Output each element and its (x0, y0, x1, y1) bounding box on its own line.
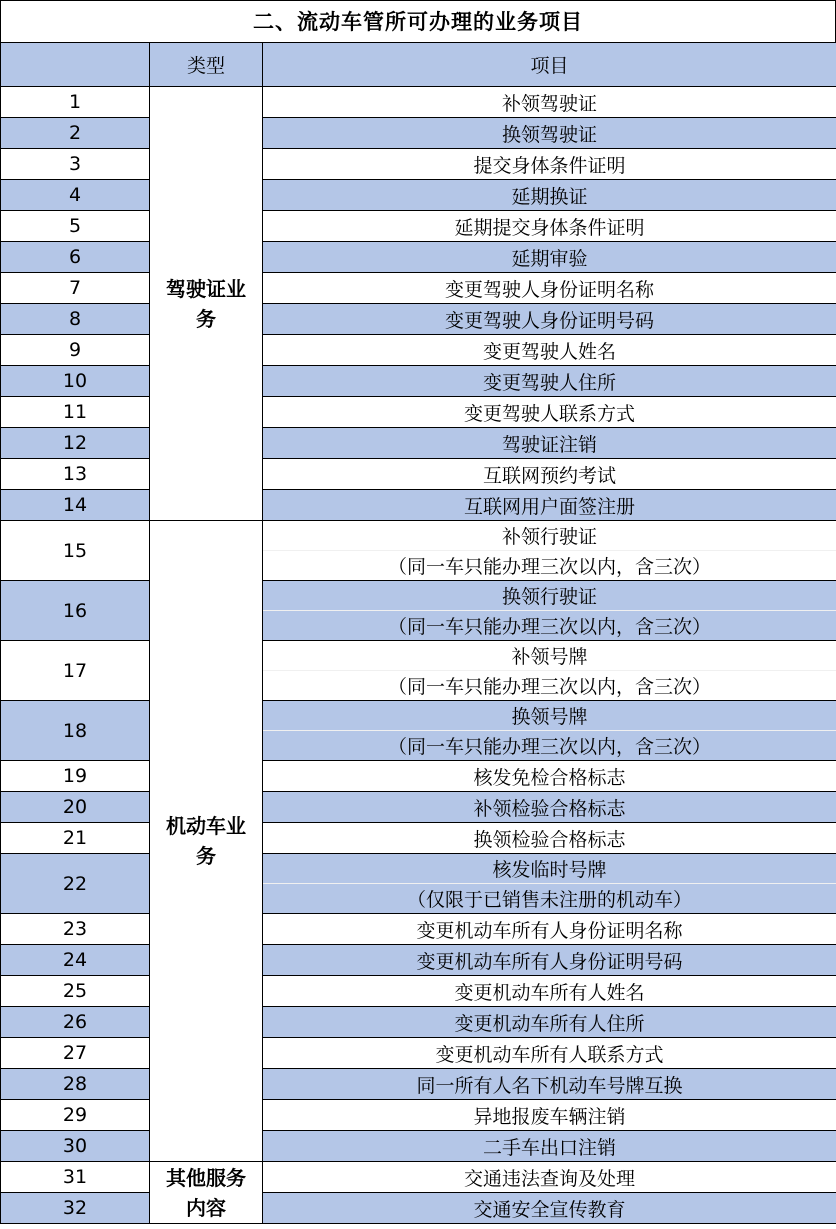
table-row (1, 273, 836, 304)
item-note: （同一车只能办理三次以内，含三次） (263, 551, 836, 581)
row-number: 17 (1, 641, 150, 701)
table-row (1, 701, 836, 731)
table-row (1, 335, 836, 366)
row-number: 3 (1, 149, 150, 180)
row-number: 30 (1, 1131, 150, 1162)
table-row (1, 854, 836, 884)
row-number: 16 (1, 581, 150, 641)
table-row (1, 1162, 836, 1193)
type-label: 驾驶证业务 (166, 276, 246, 331)
table-row (1, 1069, 836, 1100)
row-number: 12 (1, 428, 150, 459)
table-row (1, 180, 836, 211)
item-label: 延期提交身体条件证明 (263, 211, 836, 242)
table-row (1, 490, 836, 521)
item-note: （同一车只能办理三次以内，含三次） (263, 671, 836, 701)
table-header-row (1, 43, 836, 87)
row-number: 15 (1, 521, 150, 581)
item-label: 换领号牌 (263, 701, 836, 731)
row-number: 5 (1, 211, 150, 242)
item-note: （同一车只能办理三次以内，含三次） (263, 611, 836, 641)
header-item: 项目 (263, 43, 836, 87)
table-row (1, 397, 836, 428)
table-row (1, 1131, 836, 1162)
item-label: 交通安全宣传教育 (263, 1193, 836, 1224)
table-row (1, 304, 836, 335)
services-table (0, 42, 836, 1224)
item-label: 延期审验 (263, 242, 836, 273)
item-label: 变更机动车所有人身份证明号码 (263, 945, 836, 976)
item-label: 异地报废车辆注销 (263, 1100, 836, 1131)
table-row (1, 1038, 836, 1069)
table-row (1, 792, 836, 823)
item-label: 驾驶证注销 (263, 428, 836, 459)
row-number: 14 (1, 490, 150, 521)
row-number: 27 (1, 1038, 150, 1069)
table-row (1, 823, 836, 854)
item-label: 换领检验合格标志 (263, 823, 836, 854)
table-row (1, 1007, 836, 1038)
row-number: 22 (1, 854, 150, 914)
table-row (1, 581, 836, 611)
item-note: （仅限于已销售未注册的机动车） (263, 884, 836, 914)
row-number: 6 (1, 242, 150, 273)
item-note: （同一车只能办理三次以内，含三次） (263, 731, 836, 761)
row-number: 9 (1, 335, 150, 366)
header-type: 类型 (150, 43, 263, 87)
item-label: 变更驾驶人身份证明名称 (263, 273, 836, 304)
item-label: 互联网预约考试 (263, 459, 836, 490)
row-number: 11 (1, 397, 150, 428)
row-number: 13 (1, 459, 150, 490)
item-label: 核发免检合格标志 (263, 761, 836, 792)
item-label: 变更机动车所有人身份证明名称 (263, 914, 836, 945)
item-label: 变更机动车所有人姓名 (263, 976, 836, 1007)
item-label: 变更机动车所有人住所 (263, 1007, 836, 1038)
item-label: 变更驾驶人住所 (263, 366, 836, 397)
item-label: 互联网用户面签注册 (263, 490, 836, 521)
item-label: 变更机动车所有人联系方式 (263, 1038, 836, 1069)
type-cell-vehicle (150, 521, 263, 1162)
row-number: 2 (1, 118, 150, 149)
table-row (1, 1193, 836, 1224)
item-label: 核发临时号牌 (263, 854, 836, 884)
table-row (1, 976, 836, 1007)
item-label: 变更驾驶人身份证明号码 (263, 304, 836, 335)
item-label: 补领行驶证 (263, 521, 836, 551)
row-number: 20 (1, 792, 150, 823)
row-number: 25 (1, 976, 150, 1007)
item-label: 换领行驶证 (263, 581, 836, 611)
item-label: 补领驾驶证 (263, 87, 836, 118)
row-number: 18 (1, 701, 150, 761)
item-label: 变更驾驶人姓名 (263, 335, 836, 366)
row-number: 23 (1, 914, 150, 945)
row-number: 19 (1, 761, 150, 792)
row-number: 8 (1, 304, 150, 335)
table-row (1, 149, 836, 180)
table-row (1, 459, 836, 490)
table-row (1, 211, 836, 242)
row-number: 32 (1, 1193, 150, 1224)
row-number: 1 (1, 87, 150, 118)
table-row (1, 761, 836, 792)
row-number: 28 (1, 1069, 150, 1100)
table-row (1, 641, 836, 671)
item-label: 补领号牌 (263, 641, 836, 671)
type-label: 机动车业务 (166, 814, 246, 868)
item-label: 提交身体条件证明 (263, 149, 836, 180)
item-label: 补领检验合格标志 (263, 792, 836, 823)
header-num (1, 43, 150, 87)
item-label: 同一所有人名下机动车号牌互换 (263, 1069, 836, 1100)
table-row (1, 366, 836, 397)
table-row (1, 914, 836, 945)
table-row (1, 87, 836, 118)
item-label: 二手车出口注销 (263, 1131, 836, 1162)
table-row (1, 1100, 836, 1131)
row-number: 29 (1, 1100, 150, 1131)
type-label: 其他服务内容 (166, 1165, 246, 1220)
row-number: 26 (1, 1007, 150, 1038)
item-label: 变更驾驶人联系方式 (263, 397, 836, 428)
item-label: 交通违法查询及处理 (263, 1162, 836, 1193)
table-row (1, 521, 836, 551)
row-number: 31 (1, 1162, 150, 1193)
table-row (1, 428, 836, 459)
type-cell-other (150, 1162, 263, 1224)
table-row (1, 945, 836, 976)
type-cell-license (150, 87, 263, 521)
row-number: 10 (1, 366, 150, 397)
row-number: 24 (1, 945, 150, 976)
row-number: 4 (1, 180, 150, 211)
table-row (1, 118, 836, 149)
row-number: 21 (1, 823, 150, 854)
table-row (1, 242, 836, 273)
document-title: 二、流动车管所可办理的业务项目 (0, 0, 836, 42)
item-label: 延期换证 (263, 180, 836, 211)
item-label: 换领驾驶证 (263, 118, 836, 149)
row-number: 7 (1, 273, 150, 304)
